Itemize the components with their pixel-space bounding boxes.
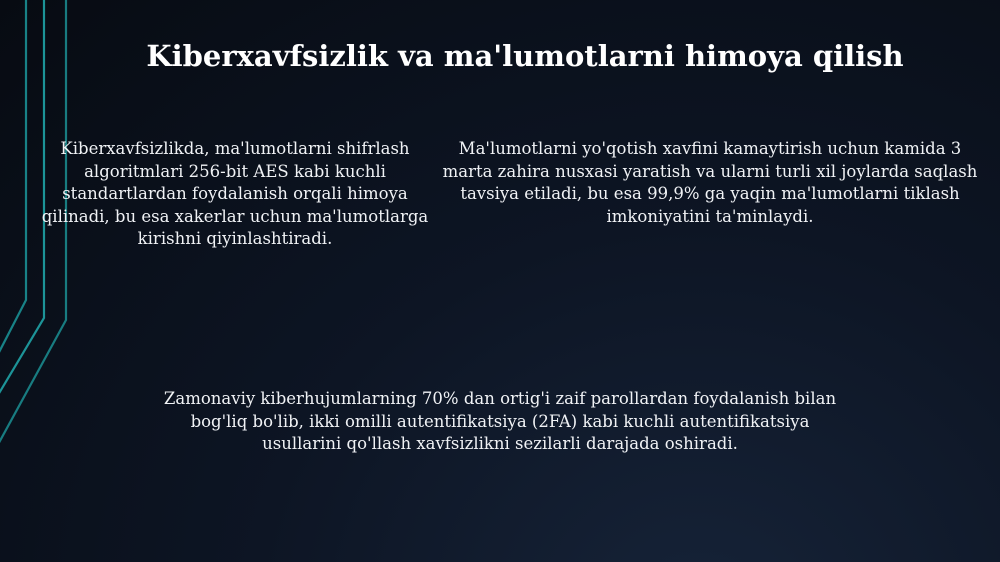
paragraph-encryption: Kiberxavfsizlikda, ma'lumotlarni shifrlash algoritmlari 256-bit AES kabi kuchli standartlardan foydalanish orqali himoya qilinadi, bu esa xakerlar uchun ma'lumotlarga kirishni qiyinlashtiradi. [41, 139, 429, 248]
accent-line-middle [0, 0, 44, 400]
paragraph-authentication: Zamonaviy kiberhujumlarning 70% dan ortig'i zaif parollardan foydalanish bilan bog'liq bo'lib, ikki omilli autentifikatsiya (2FA) kabi kuchli autentifikatsiya usullarini qo'llash xavfsizlikni sezilarli darajada oshiradi. [163, 389, 837, 453]
slide-title: Kiberxavfsizlik va ma'lumotlarni himoya qilish [146, 39, 904, 73]
accent-line-outer [0, 0, 26, 360]
paragraph-backup: Ma'lumotlarni yo'qotish xavfini kamaytirish uchun kamida 3 marta zahira nusxasi yaratish va ularni turli xil joylarda saqlash tavsiya etiladi, bu esa 99,9% ga yaqin ma'lumotlarni tiklash imkoniyatini ta'minlaydi. [442, 139, 978, 226]
decorative-lines [0, 0, 120, 562]
